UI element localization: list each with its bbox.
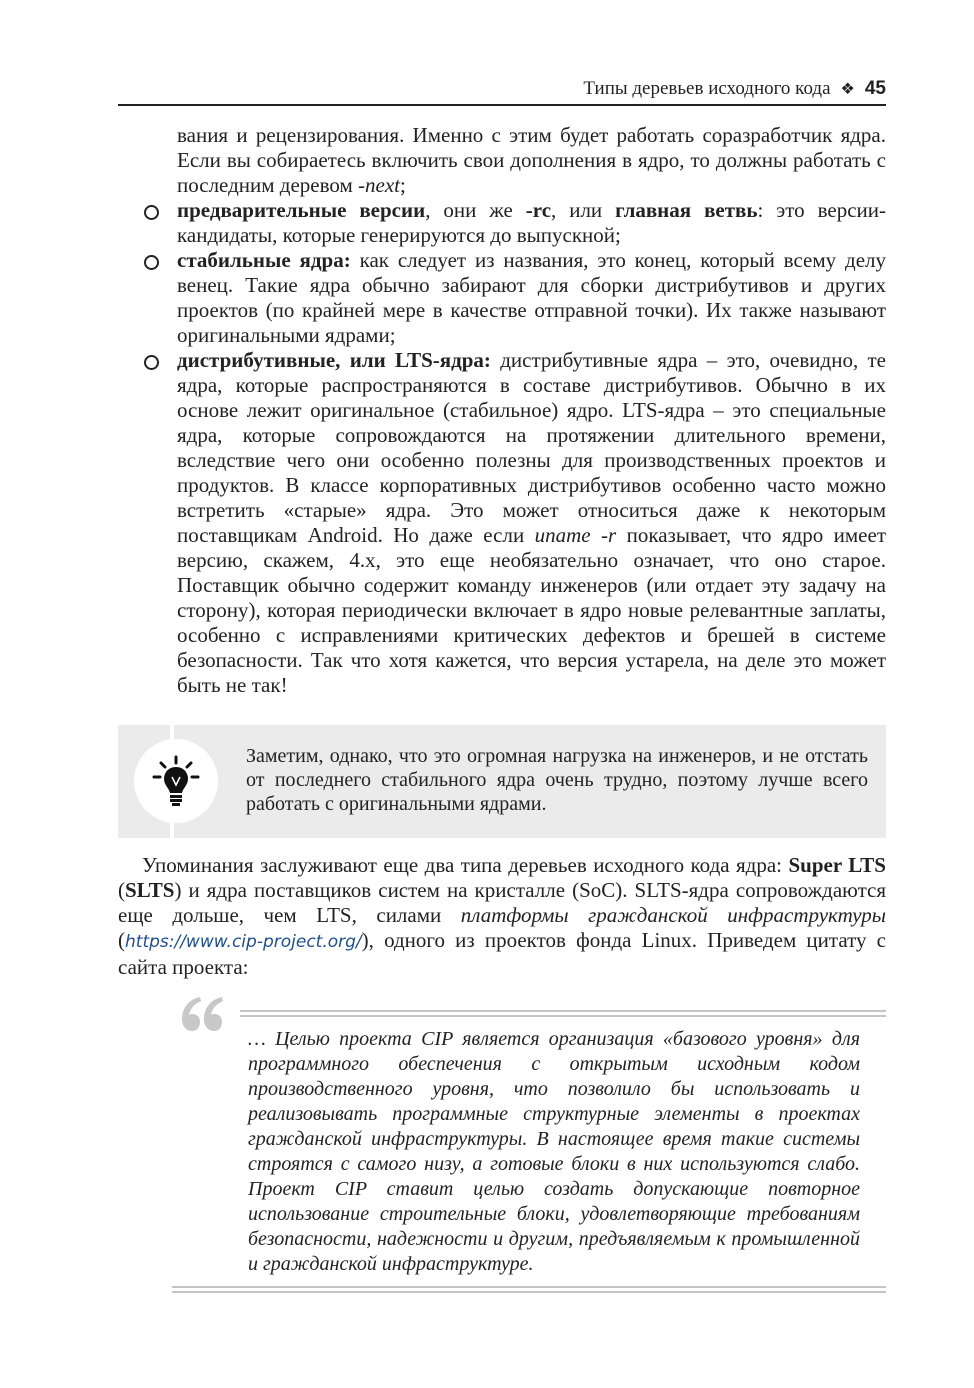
quote-top-rule	[240, 1015, 886, 1017]
quotation-mark-icon	[180, 995, 224, 1033]
command-uname: uname -r	[534, 523, 617, 547]
list-item: стабильные ядра: как следует из названия, это конец, который всему делу венец. Такие ядра обычно забирают для сборки дистрибутивов и других проектов (по крайней мере в качестве отправной точки). Их также называют оригинальными ядрами;	[144, 248, 886, 348]
page-number: 45	[864, 78, 886, 99]
chapter-title: Типы деревьев исходного кода	[583, 78, 831, 99]
bullet-icon	[144, 205, 159, 220]
quote-bottom-rule	[172, 1286, 886, 1288]
cip-quote-text: … Целью проекта CIP является организация «базового уровня» для программного обеспечения с открытым исходным кодом производственного уровня, что позволило бы использовать и реализовывать программные структурные элементы в проектах гражданской инфраструктуры. В настоящее время такие системы строятся с самого низу, а готовые блоки в них используются слабо. Проект CIP ставит целью создать допускающие повторное использование строительные блоки, удовлетворяющие требованиям безопасности, надежности и другим, предъявляемым к промышленной и гражданской инфраструктуре.	[248, 1028, 860, 1275]
tree-type-list	[144, 198, 886, 698]
tip-text: Заметим, однако, что это огромная нагрузка на инженеров, и не отстать от последнего стабильного ядра очень трудно, поэтому лучше всего работать с оригинальными ядрами.	[246, 745, 868, 815]
quote-bottom-rule	[172, 1291, 886, 1293]
header-separator-icon: ❖	[840, 81, 855, 98]
continuation-text: вания и рецензирования. Именно с этим будет работать соразработчик ядра. Если вы собираетесь включить свои дополнения в ядро, то должны работать с последним деревом -next;	[177, 123, 886, 197]
running-header	[118, 74, 886, 106]
quote-top-rule	[240, 1010, 886, 1012]
bullet-icon	[144, 355, 159, 370]
lightbulb-icon	[152, 755, 200, 807]
next-tree-name: -next	[358, 173, 401, 197]
cip-project-link[interactable]: https://www.cip-project.org/	[125, 932, 362, 952]
tip-icon-circle	[134, 739, 218, 823]
list-item: предварительные версии, они же -rc, или главная ветвь: это версии-кандидаты, которые генерируются до выпускной;	[144, 198, 886, 248]
tip-box	[118, 725, 886, 838]
list-item: дистрибутивные, или LTS-ядра: дистрибутивные ядра – это, очевидно, те ядра, которые распространяются в составе дистрибутивов. Обычно в их основе лежит оригинальное (стабильное) ядро. LTS-ядра – это специальные ядра, которые сопровождаются на протяжении длительного времени, вследствие чего они особенно полезны для производственных проектов и продуктов. В классе корпоративных дистрибутивов особенно часто можно встретить «старые» ядра. Это может относиться даже к некоторым поставщикам Android. Но даже если uname -r показывает, что ядро имеет версию, скажем, 4.x, это еще необязательно означает, что оно старое. Поставщик обычно содержит команду инженеров (или отдает эту задачу на сторону), которая периодически включает в ядро новые релевантные заплаты, особенно с исправлениями критических дефектов и брешей в системе безопасности. Так что хотя кажется, что версия устарела, на деле это может быть не так!	[144, 348, 886, 698]
body-paragraph: Упоминания заслуживают еще два типа деревьев исходного кода ядра: Super LTS (SLTS) и ядра поставщиков систем на кристалле (SoC). SLTS-ядра сопровождаются еще дольше, чем LTS, силами платформы гражданской инфраструктуры (https://www.cip-project.org/), одного из проектов фонда Linux. Приведем цитату с сайта проекта:	[118, 853, 887, 979]
bullet-icon	[144, 255, 159, 270]
